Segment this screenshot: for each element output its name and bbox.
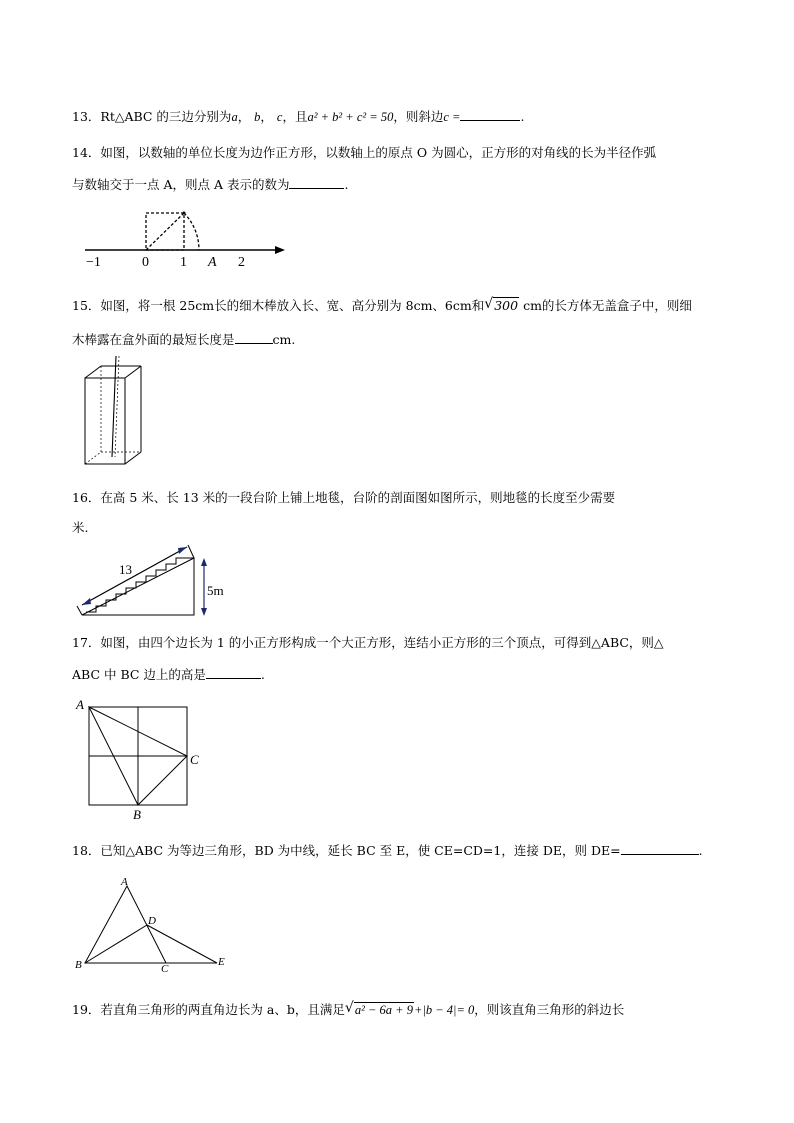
- answer-blank: [460, 108, 520, 121]
- abs-expression: +|b − 4|= 0: [413, 1003, 475, 1017]
- vertex-A-label: A: [76, 697, 84, 712]
- radicand: a² − 6a + 9: [354, 1003, 413, 1017]
- equation: a² + b² + c² = 50: [307, 110, 394, 124]
- question-text: 在高 5 米、长 13 米的一段台阶上铺上地毯，台阶的剖面图如图所示，则地毯的长度至少需要: [100, 490, 616, 505]
- sqrt-expression: [345, 1002, 414, 1018]
- question-text: 如图，由四个边长为 1 的小正方形构成一个大正方形，连结小正方形的三个顶点，可得到△ABC，则△: [100, 635, 664, 650]
- question-text: ABC 中 BC 边上的高是: [72, 667, 206, 682]
- question-number: 13．: [72, 109, 101, 124]
- grid-triangle-figure: [74, 697, 209, 822]
- vertex-C-label: C: [161, 963, 169, 975]
- period: .: [520, 109, 525, 124]
- question-15: [72, 298, 692, 314]
- question-number: 19．: [72, 1002, 101, 1017]
- question-16: [72, 490, 615, 506]
- period: .: [344, 177, 349, 192]
- answer-blank: [621, 842, 699, 855]
- var-c: c: [276, 110, 283, 124]
- question-text: 如图，将一根 25cm长的细木棒放入长、宽、高分别为 8cm、6cm和: [100, 298, 485, 313]
- question-text: ，则该直角三角形的斜边长: [474, 1002, 625, 1017]
- question-text: ，则斜边: [393, 109, 444, 124]
- var-a: a: [231, 110, 238, 124]
- box-figure: [82, 352, 144, 467]
- question-number: 18．: [72, 843, 101, 858]
- length-label: 13: [119, 562, 132, 577]
- axis-label-1: 1: [180, 255, 187, 270]
- question-number: 16．: [72, 490, 101, 505]
- axis-label-2: 2: [238, 255, 245, 270]
- sqrt-value: 300: [494, 298, 519, 313]
- sqrt-icon: √: [484, 296, 494, 312]
- equilateral-triangle-figure: [72, 873, 237, 978]
- question-text: 与数轴交于一点 A，则点 A 表示的数为: [72, 177, 290, 192]
- question-text: Rt△ABC 的三边分别为: [100, 109, 232, 124]
- equation: c =: [443, 110, 461, 124]
- vertex-E-label: E: [218, 956, 225, 968]
- question-number: 17．: [72, 635, 101, 650]
- question-number: 14．: [72, 145, 101, 160]
- period: .: [698, 843, 703, 858]
- axis-label-neg1: −1: [86, 255, 101, 270]
- question-19: [72, 1002, 624, 1018]
- question-number: 15．: [72, 298, 101, 313]
- question-text: 木棒露在盒外面的最短长度是: [72, 332, 235, 347]
- question-14-line2: [72, 176, 348, 193]
- question-text: 若直角三角形的两直角边长为 a、b，且满足: [100, 1002, 345, 1017]
- question-14: [72, 145, 656, 161]
- question-text: 米.: [72, 520, 89, 535]
- sqrt-expression: [484, 298, 519, 314]
- period: .: [260, 667, 265, 682]
- sqrt-icon: √: [344, 1000, 354, 1016]
- question-text: ，且: [282, 109, 308, 124]
- question-text: 已知△ABC 为等边三角形，BD 为中线，延长 BC 至 E，使 CE=CD=1，连接 DE，则 DE=: [100, 843, 621, 858]
- question-text: 如图，以数轴的单位长度为边作正方形，以数轴上的原点 O 为圆心，正方形的对角线的长为半径作弧: [100, 145, 657, 160]
- vertex-A-label: A: [121, 876, 128, 888]
- vertex-B-label: B: [133, 807, 141, 822]
- question-15-line2: [72, 331, 295, 348]
- question-text: cm的长方体无盖盒子中，则细: [519, 298, 692, 313]
- number-line-figure: [80, 205, 290, 270]
- stairs-figure: [74, 540, 244, 620]
- question-18: [72, 842, 703, 859]
- answer-blank: [235, 331, 273, 344]
- vertex-D-label: D: [148, 915, 156, 927]
- axis-label-A: A: [208, 255, 217, 270]
- question-13: 13．Rt△ABC 的三边分别为a， b， c，且a² + b² + c² = 50，则斜边c = .: [72, 109, 525, 124]
- question-17-line2: [72, 666, 265, 683]
- question-16-line2: [72, 520, 88, 536]
- answer-blank: [289, 176, 344, 189]
- var-b: b: [254, 110, 261, 124]
- height-label: 5m: [207, 583, 224, 598]
- vertex-C-label: C: [190, 752, 199, 767]
- unit-text: cm.: [272, 332, 296, 347]
- answer-blank: [206, 666, 261, 679]
- axis-label-0: 0: [142, 255, 149, 270]
- vertex-B-label: B: [75, 959, 82, 971]
- question-17: [72, 635, 664, 651]
